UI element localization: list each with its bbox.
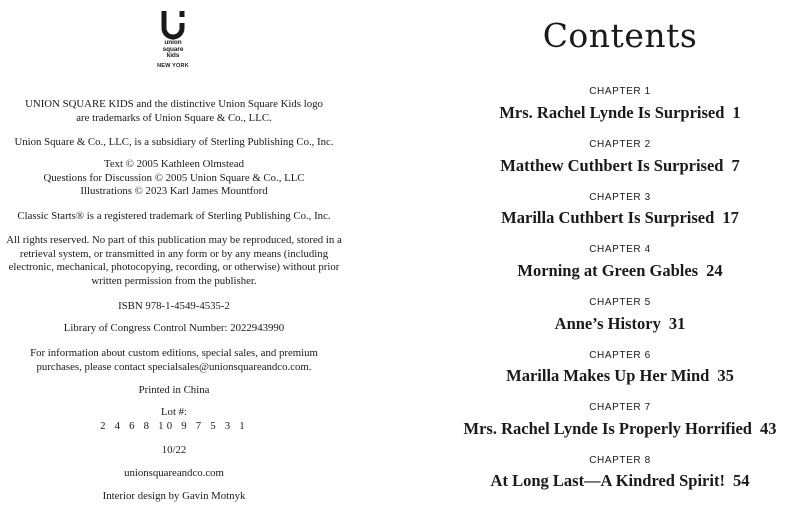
chapter-1-page: 1 [732,103,741,122]
union-square-u-icon [161,10,185,40]
chapter-5-title: Anne’s History [554,314,661,333]
contents-page [440,0,800,506]
print-date: 10/22 [161,444,187,456]
custom-editions-notice: For information about custom editions, special sales, and premium purchases, please contact specialsales@unionsquareandco.com. [30,347,318,373]
chapter-8-page: 54 [732,471,750,490]
chapter-4-title: Morning at Green Gables [517,261,699,280]
subsidiary-notice: Union Square & Co., LLC, is a subsidiary of Sterling Publishing Co., Inc. [14,136,334,148]
chapter-6-entry [434,366,800,386]
chapter-1-title: Mrs. Rachel Lynde Is Surprised [499,103,725,122]
chapter-2-label: CHAPTER 2 [589,139,651,150]
publisher-logo [148,10,198,80]
lot-numbers: 2 4 6 8 10 9 7 5 3 1 [100,420,248,432]
chapter-7-page: 43 [759,419,777,438]
chapter-5-page: 31 [668,314,686,333]
chapter-5-label: CHAPTER 5 [589,297,651,308]
rights-notice: All rights reserved. No part of this publication may be reproduced, stored in a retrieval system, or transmitted in any form or by any means (including electronic, mechanical, photocopying, recording, or otherwise) without prior written permission from the publisher. [6,234,342,287]
interior-design-credit: Interior design by Gavin Motnyk [102,490,246,502]
chapter-8-title: At Long Last—A Kindred Spirit! [490,471,725,490]
chapter-4-page: 24 [706,261,723,280]
chapter-6-title: Marilla Makes Up Her Mind [506,366,710,385]
chapter-3-entry [434,208,800,228]
logo-city: NEW YORK [157,62,189,69]
loc-number: Library of Congress Control Number: 2022943990 [63,322,285,334]
chapter-3-title: Marilla Cuthbert Is Surprised [501,208,715,227]
credit-questions: Questions for Discussion © 2005 Union Square & Co., LLC [43,171,305,184]
chapter-2-page: 7 [731,156,740,175]
isbn: ISBN 978-1-4549-4535-2 [118,300,230,312]
chapter-4-entry [434,261,800,281]
chapter-7-entry [434,419,800,439]
chapter-1-label: CHAPTER 1 [589,86,651,97]
chapter-8-entry [434,471,800,491]
lot-label: Lot #: [160,406,188,418]
chapter-7-title: Mrs. Rachel Lynde Is Properly Horrified [463,419,752,438]
credit-text: Text © 2005 Kathleen Olmstead [104,158,244,170]
chapter-2-entry [434,156,800,176]
chapter-5-entry [434,314,800,334]
chapter-3-label: CHAPTER 3 [589,192,651,203]
copyright-page [0,0,348,506]
classic-starts-notice: Classic Starts® is a registered trademark of Sterling Publishing Co., Inc. [17,210,331,222]
contents-title: Contents [542,16,698,55]
credit-illustrations: Illustrations © 2023 Karl James Mountford [80,185,268,198]
printed-in: Printed in China [138,384,210,396]
chapter-1-entry [434,103,800,123]
chapter-7-label: CHAPTER 7 [589,402,651,413]
chapter-2-title: Matthew Cuthbert Is Surprised [500,156,724,175]
trademark-notice: UNION SQUARE KIDS and the distinctive Union Square Kids logo are trademarks of Union Square & Co., LLC. [25,98,323,124]
chapter-4-label: CHAPTER 4 [589,244,651,255]
chapter-8-label: CHAPTER 8 [589,455,651,466]
chapter-3-page: 17 [722,208,739,227]
credits [0,158,348,199]
chapter-6-page: 35 [717,366,734,385]
logo-wordmark: union square kids [162,39,184,59]
website: unionsquareandco.com [124,467,224,479]
chapter-6-label: CHAPTER 6 [589,350,651,361]
